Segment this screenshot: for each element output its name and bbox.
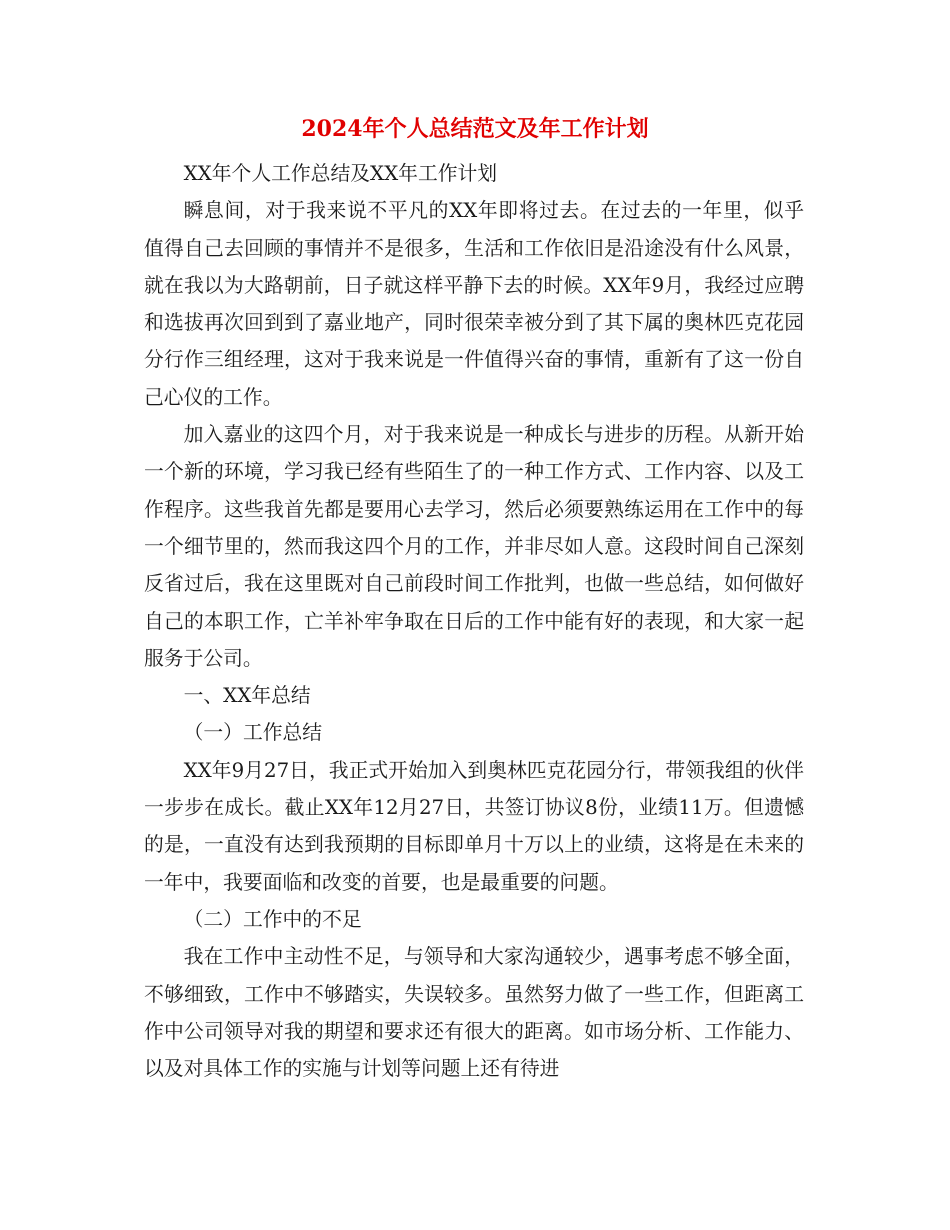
paragraph-work-summary: XX年9月27日，我正式开始加入到奥林匹克花园分行，带领我组的伙伴一步步在成长。截止XX年12月27日，共签订协议8份，业绩11万。但遗憾的是，一直没有达到我预期的目标即单月十万以上的业绩，这将是在未来的一年中，我要面临和改变的首要，也是最重要的问题。 [144, 758, 804, 894]
subsection-heading-shortcomings: （二）工作中的不足 [183, 907, 362, 931]
subsection-heading-work-summary: （一）工作总结 [183, 721, 323, 745]
document-body [144, 155, 804, 1087]
paragraph-shortcomings: 我在工作中主动性不足，与领导和大家沟通较少，遇事考虑不够全面，不够细致，工作中不够踏实，失误较多。虽然努力做了一些工作，但距离工作中公司领导对我的期望和要求还有很大的距离。如市场分析、工作能力、以及对具体工作的实施与计划等问题上还有待进 [144, 945, 804, 1081]
paragraph-growth: 加入嘉业的这四个月，对于我来说是一种成长与进步的历程。从新开始一个新的环境，学习我已经有些陌生了的一种工作方式、工作内容、以及工作程序。这些我首先都是要用心去学习，然后必须要熟练运用在工作中的每一个细节里的，然而我这四个月的工作，并非尽如人意。这段时间自己深刻反省过后，我在这里既对自己前段时间工作批判，也做一些总结，如何做好自己的本职工作，亡羊补牢争取在日后的工作中能有好的表现，和大家一起服务于公司。 [144, 423, 804, 670]
document-title: 2024年个人总结范文及年工作计划 [301, 116, 649, 142]
section-heading-summary: 一、XX年总结 [183, 684, 311, 708]
paragraph-intro: 瞬息间，对于我来说不平凡的XX年即将过去。在过去的一年里，似乎值得自己去回顾的事情并不是很多，生活和工作依旧是沿途没有什么风景，就在我以为大路朝前，日子就这样平静下去的时候。XX年9月，我经过应聘和选拔再次回到到了嘉业地产，同时很荣幸被分到了其下属的奥林匹克花园分行作三组经理，这对于我来说是一件值得兴奋的事情，重新有了这一份自己心仪的工作。 [144, 199, 804, 409]
paragraph-plan-heading: XX年个人工作总结及XX年工作计划 [183, 162, 498, 185]
